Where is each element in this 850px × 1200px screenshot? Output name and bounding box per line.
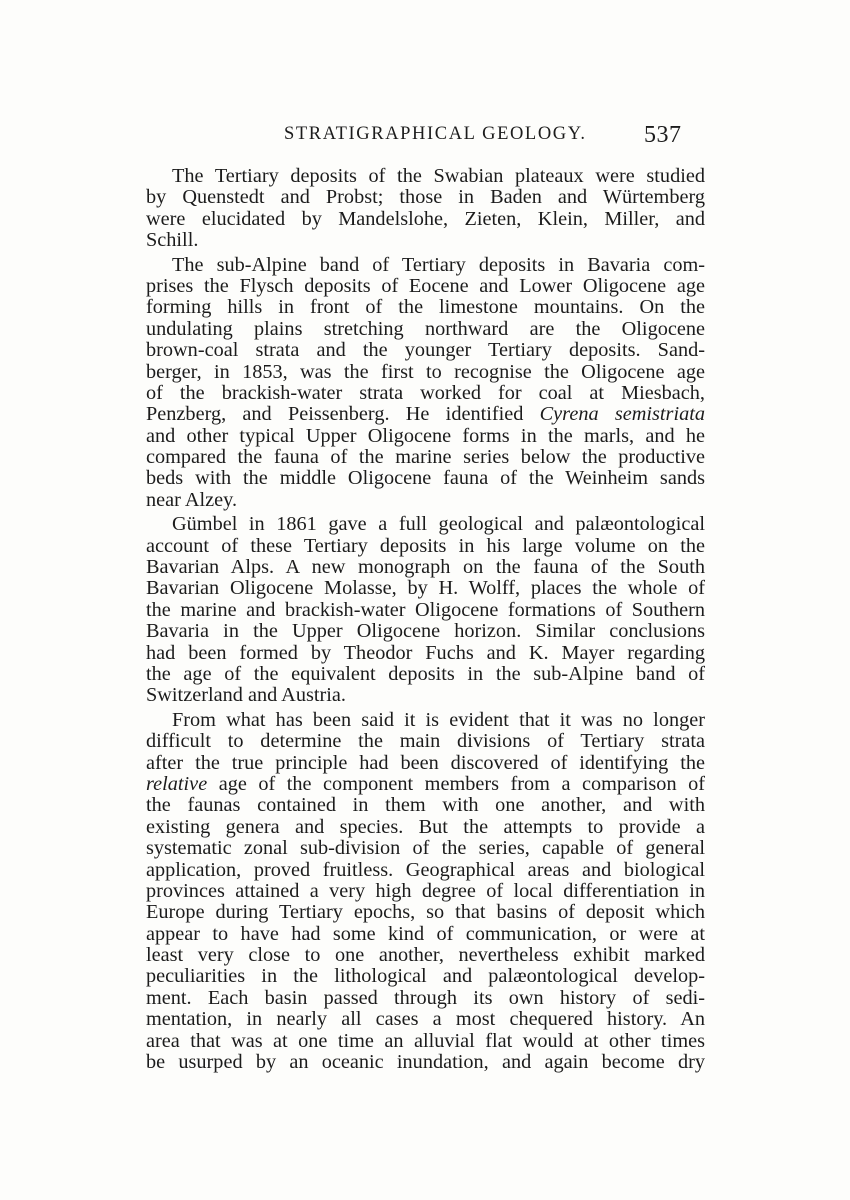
text-segment: Penzberg, and Peissenberg. He identified <box>146 403 540 426</box>
paragraph <box>146 255 705 512</box>
text-line: peculiarities in the lithological and palæontological develop- <box>146 965 705 988</box>
text-line: be usurped by an oceanic inundation, and again become dry <box>146 1051 705 1074</box>
emphasis-relative: relative <box>146 772 208 795</box>
species-name: Cyrena semistriata <box>539 403 706 426</box>
text-line: by Quenstedt and Probst; those in Baden and Würtemberg <box>146 186 705 209</box>
text-line: prises the Flysch deposits of Eocene and Lower Oligocene age <box>146 274 705 297</box>
paragraph <box>146 710 705 1074</box>
text-line: The Tertiary deposits of the Swabian plateaux were studied <box>172 165 705 187</box>
text-line: the age of the equivalent deposits in the sub-Alpine band of <box>146 662 705 685</box>
text-line: undulating plains stretching northward are the Oligocene <box>146 317 705 340</box>
text-segment: age of the component members from a comparison of <box>207 772 705 795</box>
page-number: 537 <box>644 122 682 148</box>
text-line: Bavarian Alps. A new monograph on the fauna of the South <box>146 556 705 579</box>
text-line: near Alzey. <box>146 488 238 511</box>
text-line: application, proved fruitless. Geographical areas and biological <box>146 858 705 881</box>
text-line: Bavarian Oligocene Molasse, by H. Wolff, places the whole of <box>146 577 705 600</box>
text-line: provinces attained a very high degree of local differentiation in <box>146 879 705 902</box>
body-text <box>146 166 705 1073</box>
text-line: Switzerland and Austria. <box>146 684 346 707</box>
text-line: ment. Each basin passed through its own history of sedi- <box>146 986 705 1009</box>
text-line: Gümbel in 1861 gave a full geological and palæontological <box>172 513 705 536</box>
paragraph <box>146 166 705 252</box>
text-line: From what has been said it is evident that it was no longer <box>172 708 705 731</box>
text-line: The sub-Alpine band of Tertiary deposits in Bavaria com- <box>172 253 705 276</box>
text-line: compared the fauna of the marine series below the productive <box>146 446 705 469</box>
text-line: Schill. <box>146 229 199 252</box>
text-line: forming hills in front of the limestone mountains. On the <box>146 296 705 319</box>
text-line: Bavaria in the Upper Oligocene horizon. Similar conclusions <box>146 620 705 643</box>
text-line <box>146 404 705 425</box>
text-line: were elucidated by Mandelslohe, Zieten, Klein, Miller, and <box>146 207 705 230</box>
text-line: area that was at one time an alluvial flat would at other times <box>146 1029 705 1052</box>
text-line: and other typical Upper Oligocene forms in the marls, and he <box>146 424 705 447</box>
text-line: systematic zonal sub-division of the series, capable of general <box>146 837 705 860</box>
text-line: of the brackish-water strata worked for coal at Miesbach, <box>146 381 705 404</box>
text-line: appear to have had some kind of communication, or were at <box>146 922 705 945</box>
text-line: existing genera and species. But the attempts to provide a <box>146 815 705 838</box>
running-title: STRATIGRAPHICAL GEOLOGY. <box>284 124 587 144</box>
text-line: the marine and brackish-water Oligocene formations of Southern <box>146 598 705 621</box>
text-line: berger, in 1853, was the first to recognise the Oligocene age <box>146 360 705 383</box>
text-line: had been formed by Theodor Fuchs and K. Mayer regarding <box>146 641 705 664</box>
text-line: the faunas contained in them with one another, and with <box>146 794 705 817</box>
text-line: mentation, in nearly all cases a most chequered history. An <box>146 1008 705 1031</box>
text-line: Europe during Tertiary epochs, so that basins of deposit which <box>146 901 705 924</box>
paragraph <box>146 514 705 707</box>
text-line <box>146 774 705 795</box>
text-line: after the true principle had been discovered of identifying the <box>146 751 705 774</box>
text-line: account of these Tertiary deposits in his large volume on the <box>146 534 705 557</box>
text-line: brown-coal strata and the younger Tertiary deposits. Sand- <box>146 339 705 362</box>
text-line: difficult to determine the main divisions of Tertiary strata <box>146 730 705 753</box>
page-header <box>0 124 850 154</box>
text-line: beds with the middle Oligocene fauna of the Weinheim sands <box>146 467 705 490</box>
text-line: least very close to one another, nevertheless exhibit marked <box>146 944 705 967</box>
